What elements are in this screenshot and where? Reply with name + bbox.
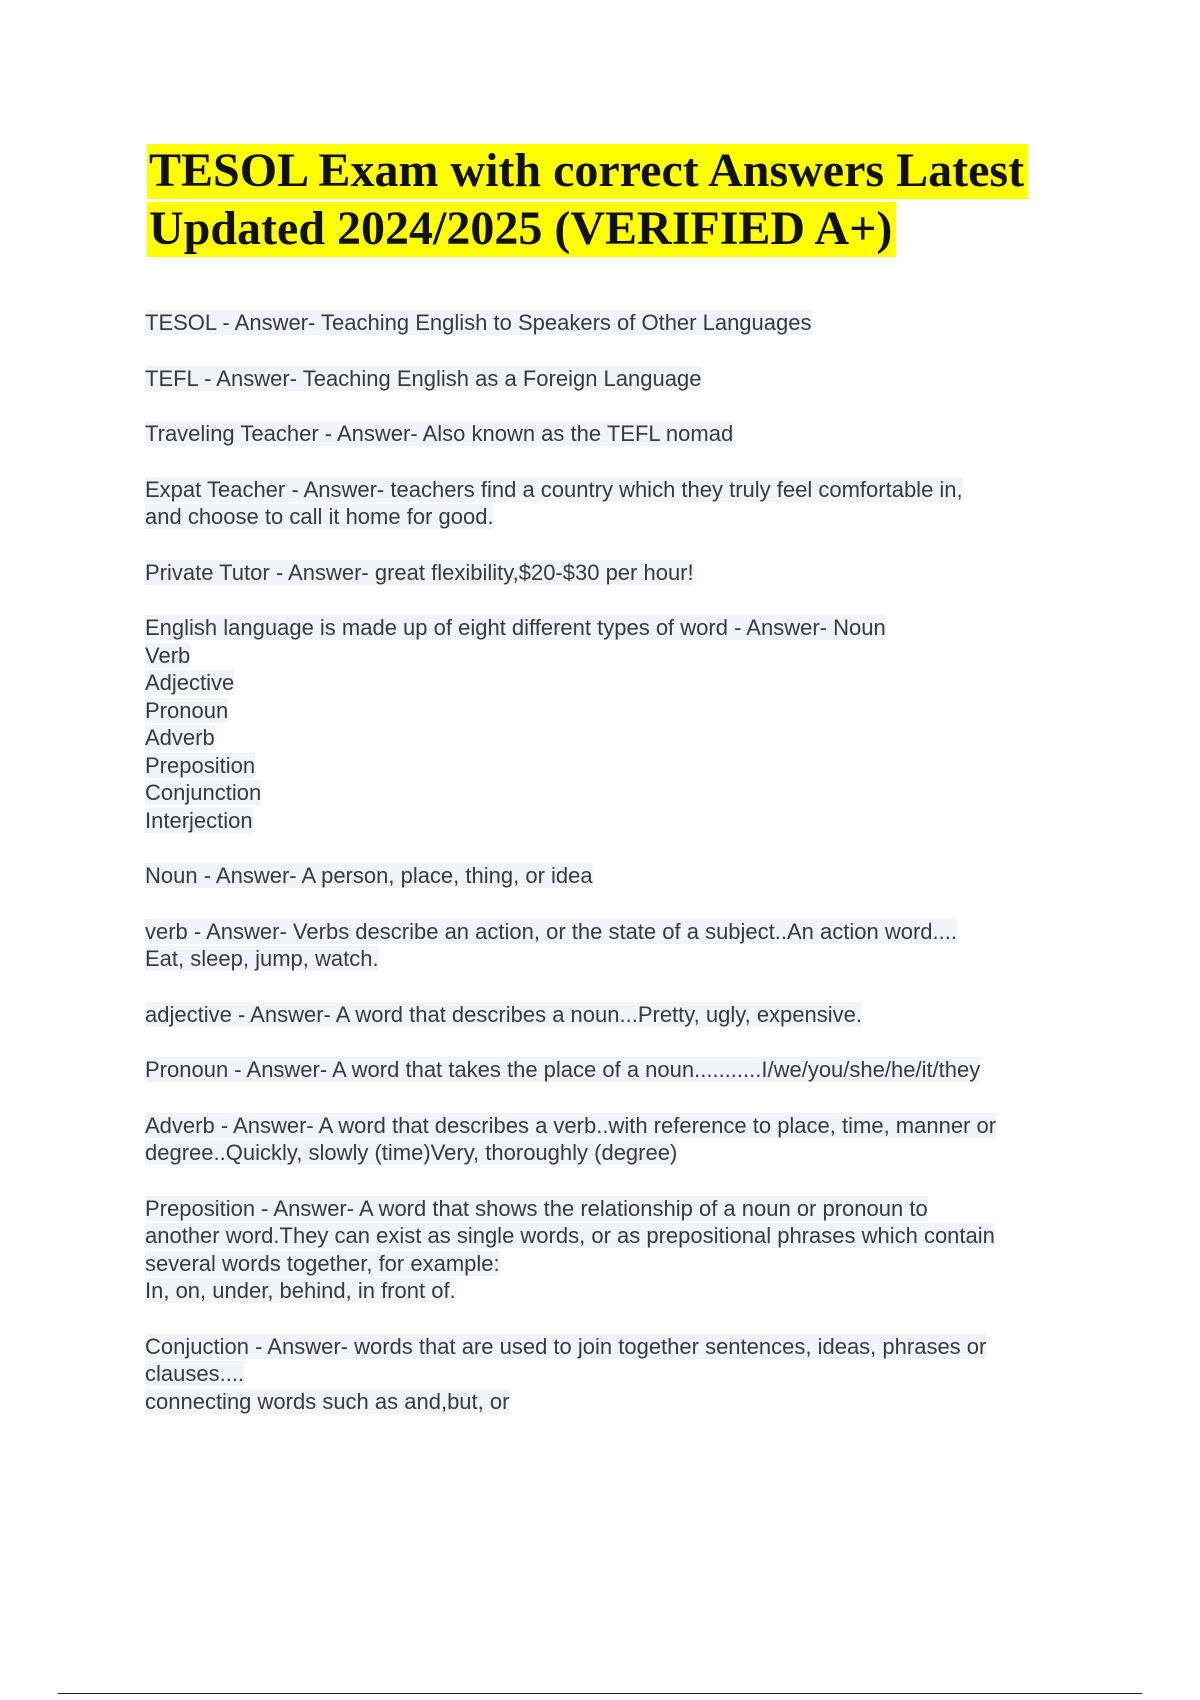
footer-divider xyxy=(58,1693,1142,1694)
document-title-text: TESOL Exam with correct Answers Latest Updated 2024/2025 (VERIFIED A+) xyxy=(147,144,1028,257)
qa-entry-tefl: TEFL - Answer- Teaching English as a Foreign Language xyxy=(145,365,702,391)
qa-entry-expat-teacher: Expat Teacher - Answer- teachers find a country which they truly feel comfortable in, and choose to call it home for good. xyxy=(145,476,963,529)
qa-list xyxy=(145,309,1095,1443)
qa-entry-verb: verb - Answer- Verbs describe an action, or the state of a subject..An action word.... Eat, sleep, jump, watch. xyxy=(145,918,957,971)
qa-entry-adjective: adjective - Answer- A word that describes a noun...Pretty, ugly, expensive. xyxy=(145,1001,862,1027)
qa-entry-noun: Noun - Answer- A person, place, thing, or idea xyxy=(145,863,593,888)
qa-entry-preposition: Preposition - Answer- A word that shows the relationship of a noun or pronoun to another word.They can exist as single words, or as prepositional phrases which contain several words together, for example: In, on, under, behind, in front of. xyxy=(145,1195,995,1303)
qa-entry-pronoun: Pronoun - Answer- A word that takes the place of a noun...........I/we/you/she/he/it/they xyxy=(145,1057,981,1082)
qa-entry-traveling-teacher: Traveling Teacher - Answer- Also known as the TEFL nomad xyxy=(145,421,734,446)
qa-entry-adverb: Adverb - Answer- A word that describes a verb..with reference to place, time, manner or degree..Quickly, slowly (time)Very, thoroughly (degree) xyxy=(145,1112,997,1165)
qa-entry-tesol: TESOL - Answer- Teaching English to Speakers of Other Languages xyxy=(145,310,812,335)
qa-entry-conjunction: Conjuction - Answer- words that are used to join together sentences, ideas, phrases or clauses.... connecting words such as and,but, or xyxy=(145,1333,987,1414)
qa-entry-word-types: English language is made up of eight different types of word - Answer- Noun Verb Adjective Pronoun Adverb Preposition Conjunction Interjection xyxy=(145,615,886,833)
qa-entry-private-tutor: Private Tutor - Answer- great flexibility,$20-$30 per hour! xyxy=(145,559,694,585)
document-title xyxy=(147,142,1127,258)
